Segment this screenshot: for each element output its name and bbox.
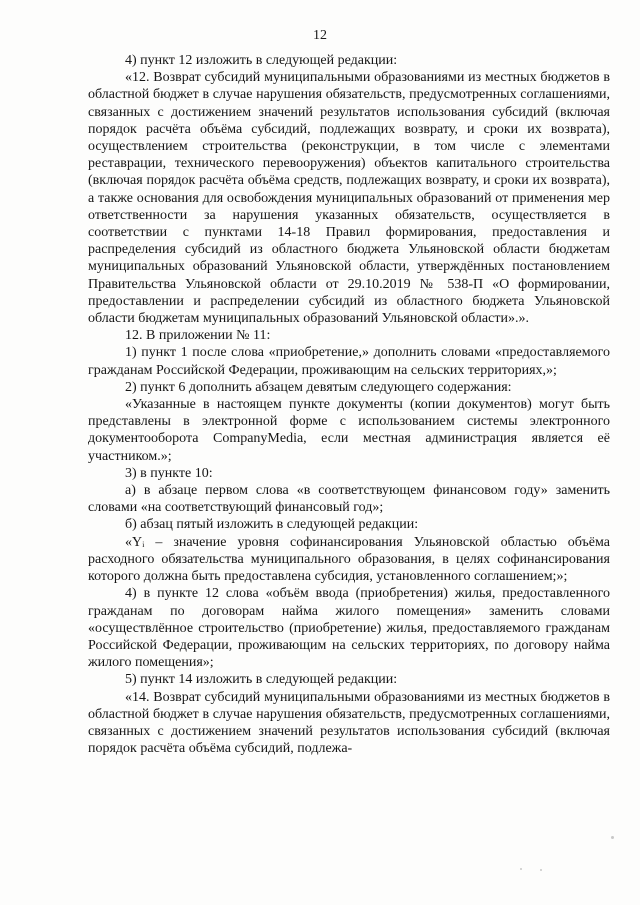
item-2-amendment: 2) пункт 6 дополнить абзацем девятым следующего содержания:	[125, 379, 512, 395]
scan-speck	[611, 836, 614, 839]
item-3-heading: 3) в пункте 10:	[125, 465, 213, 481]
item-1-amendment: 1) пункт 1 после слова «приобретение,» дополнить словами «предоставляемого гражданам Российской Федерации, проживающим на сельских территориях,»;	[88, 345, 610, 378]
document-body	[88, 52, 610, 757]
quoted-documents-clause: «Указанные в настоящем пункте документы (копии документов) могут быть представлены в электронной форме с использованием системы электронного документооборота CompanyMedia, если местная администрация является её участником.»;	[88, 397, 610, 464]
subitem-a-amendment: а) в абзаце первом слова «в соответствующем финансовом году» заменить словами «на соответствующий финансовый год»;	[88, 483, 610, 516]
quoted-clause-12: «12. Возврат субсидий муниципальными образованиями из местных бюджетов в областной бюджет в случае нарушения обязательств, предусмотренных соглашениями, связанных с достижением значений результатов использования субсидий (включая порядок расчёта объёма субсидий, подлежащих возврату, и сроки их возврата), осуществлением строительства (реконструкции, в том числе с элементами реставрации, технического перевооружения) объектов капитального строительства (включая порядок расчёта объёма средств, подлежащих возврату, и сроки их возврата), а также основания для освобождения муниципальных образований от применения мер ответственности за нарушения указанных обязательств, осуществляется в соответствии с пунктами 14-18 Правил формирования, предоставления и распределения субсидий из областного бюджета Ульяновской области бюджетам муниципальных образований Ульяновской области, утверждённых постановлением Правительства Ульяновской области от 29.10.2019 № 538-П «О формировании, предоставлении и распределении субсидий из областного бюджета Ульяновской области бюджетам муниципальных образований Ульяновской области».».	[88, 70, 610, 327]
scan-speck	[520, 868, 522, 870]
page-number: 12	[313, 28, 327, 43]
item-4-amendment: 4) в пункте 12 слова «объём ввода (приобретения) жилья, предоставленного гражданам по договорам найма жилого помещения» заменить словами «осуществлённое строительство (приобретение) жилья, предоставляемого гражданам Российской Федерации, проживающим на сельских территориях, по договору найма жилого помещения»;	[88, 586, 610, 671]
section-12-heading: 12. В приложении № 11:	[125, 328, 271, 344]
scan-speck	[540, 869, 542, 871]
item-4-heading: 4) пункт 12 изложить в следующей редакции:	[125, 53, 398, 68]
item-5-heading: 5) пункт 14 изложить в следующей редакции:	[125, 672, 398, 688]
quoted-clause-14: «14. Возврат субсидий муниципальными образованиями из местных бюджетов в областной бюджет в случае нарушения обязательств, предусмотренных соглашениями, связанных с достижением значений результатов использования субсидий (включая порядок расчёта объёма субсидий, подлежа-	[88, 689, 610, 757]
quoted-formula-clause: «Yᵢ – значение уровня софинансирования Ульяновской областью объёма расходного обязательства муниципального образования, в целях софинансирования которого должна быть предоставлена субсидия, установленного соглашением;»;	[88, 534, 610, 585]
subitem-b-heading: б) абзац пятый изложить в следующей редакции:	[125, 517, 419, 533]
